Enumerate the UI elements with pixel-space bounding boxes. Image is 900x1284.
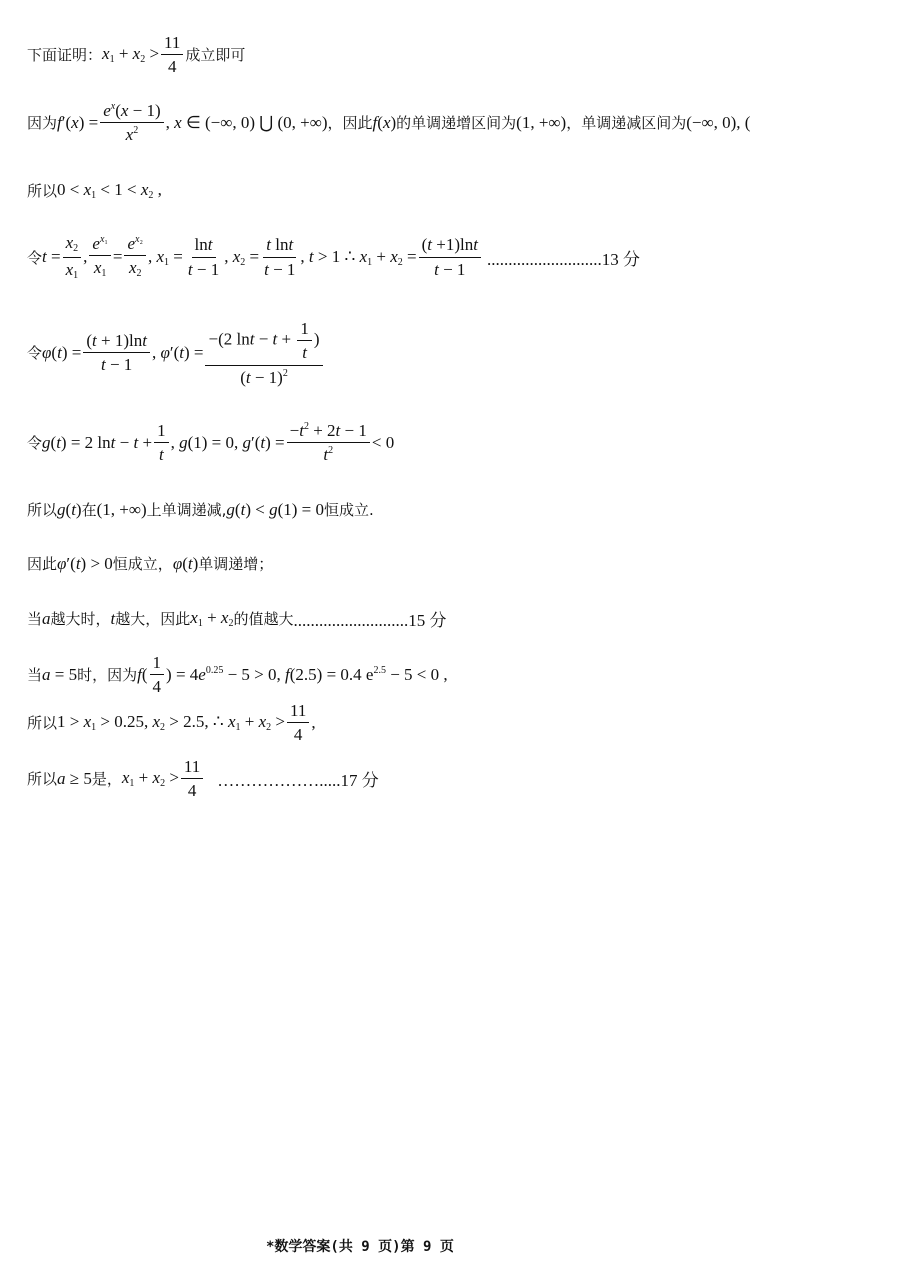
- fraction: $\frac{1}{4}$: [150, 652, 165, 698]
- evaluation-line: 当 a = 5 时，因为 f( $\frac{1}{4}$ ) = $4e^{0.25} - 5 > 0$, f(2.5) = 0.4 $e^{2.5} - 5 < 0$ ,: [27, 653, 448, 697]
- fraction: $\frac{(t +1)\ln t}{t - 1}$: [419, 234, 481, 280]
- conclusion-line: 当 a 越大时， t 越大，因此 $x_1 + x_2$ 的值越大 ...........................15 分: [27, 608, 447, 630]
- score-marker: ……………….....17 分: [217, 771, 379, 791]
- g-monotonic-line: 所以 g(t) 在 (1, +∞) 上单调递减, g(t) < g(1) = 0 恒成立.: [27, 499, 374, 519]
- fraction: −(2 lnt − t + $\frac{1}{t}$ ) $(t - 1)^2$: [205, 318, 322, 388]
- fraction: $\frac{e^x(x - 1)}{x^2}$: [100, 100, 163, 146]
- bounds-line: 所以 $1 > x_1 > 0.25$, $x_2 > 2.5$, ∴ $x_1 + x_2$ > $\frac{11}{4}$ ,: [27, 701, 316, 745]
- fraction: $\frac{-t^2 + 2t - 1}{t^2}$: [287, 420, 370, 466]
- score-marker: ...........................15 分: [293, 611, 447, 630]
- derivative-line: 因为 f′(x) = $\frac{e^x(x - 1)}{x^2}$ , x ∈ (−∞, 0) ⋃ (0, +∞) ，因此 f(x) 的单调递增区间为 (1, +∞) ，单调递减区间为 (−∞, 0), (: [27, 101, 751, 145]
- proof-goal-line: 下面证明： $x_1 + x_2$ > $\frac{11}{4}$ 成立即可: [27, 33, 246, 77]
- range-line: 所以 $0 < x_1 < 1 < x_2$ ,: [27, 180, 162, 201]
- page-footer: *数学答案(共 9 页)第 9 页: [266, 1239, 454, 1255]
- phi-monotonic-line: 因此 φ′(t) > 0 恒成立， φ(t) 单调递增；: [27, 553, 274, 573]
- fraction: $\frac{11}{4}$: [287, 700, 309, 746]
- fraction: $\frac{e^{x_2}}{x_2}$: [124, 233, 146, 281]
- substitution-line: 令 t = $\frac{x_2}{x_1}$ , $\frac{e^{x_1}}{x_1}$ = $\frac{e^{x_2}}{x_2}$ , $x_1$ = $\frac{\ln t}{t - 1}$ , $x_2$ = $\frac{\text{t lnt}}{t - 1}$ , t > 1 ∴ $x_1 + x_2$ = $\frac{(t +1)\ln t}{t - 1}$ ...........................13 分: [27, 233, 640, 281]
- fraction: $\frac{(t + 1)\ln t}{t - 1}$: [83, 330, 150, 376]
- fraction: $\frac{\ln t}{t - 1}$: [187, 235, 220, 279]
- score-marker: ...........................13 分: [486, 249, 640, 269]
- final-line: 所以 a ≥ 5 是， $x_1 + x_2$ > $\frac{11}{4}$ ……………….....17 分: [27, 757, 379, 801]
- phi-definition-line: 令 φ(t) = $\frac{(t + 1)\ln t}{t - 1}$ , φ′(t) = −(2 lnt − t + $\frac{1}{t}$ ) $(t - 1)^2$: [27, 318, 325, 388]
- fraction: $\frac{11}{4}$: [181, 756, 203, 802]
- fraction: $\frac{x_2}{x_1}$: [63, 232, 82, 282]
- g-definition-line: 令 g(t) = 2 lnt − t + $\frac{1}{t}$ , g(1) = 0, g′(t) = $\frac{-t^2 + 2t - 1}{t^2}$ < 0: [27, 421, 395, 465]
- fraction: $\frac{e^{x_1}}{x_1}$: [89, 233, 111, 281]
- fraction: $\frac{\text{t lnt}}{t - 1}$: [264, 235, 296, 279]
- fraction: $\frac{1}{t}$: [154, 420, 169, 466]
- fraction: $\frac{11}{4}$: [161, 32, 183, 78]
